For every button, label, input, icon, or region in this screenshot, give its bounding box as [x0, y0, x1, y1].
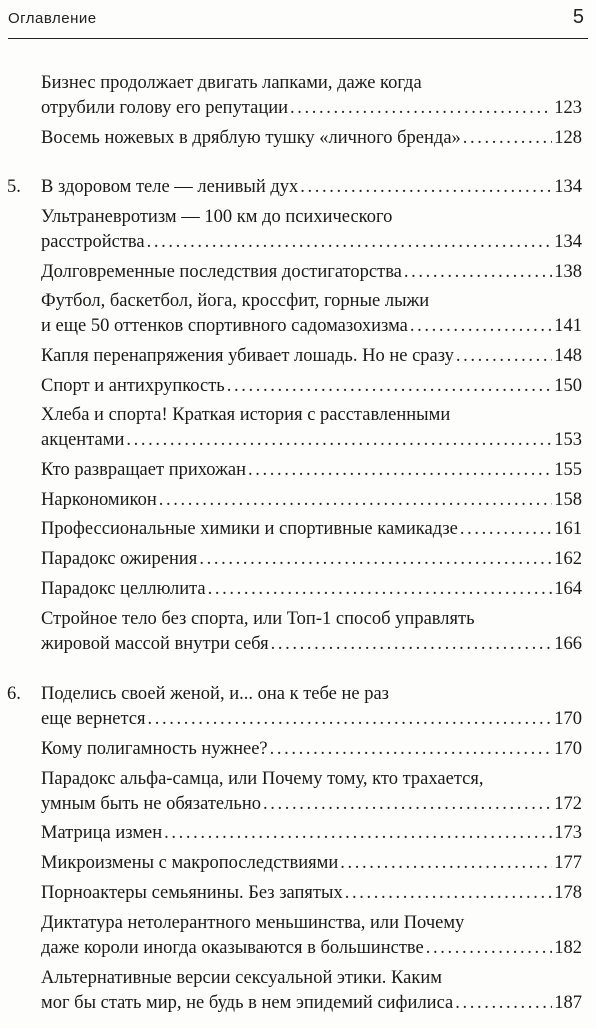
page-number: 5 [572, 6, 584, 28]
toc-entry-page: 178 [554, 883, 582, 903]
dot-leader [345, 882, 553, 904]
toc-entry-line [41, 127, 582, 149]
toc-entry-line [41, 404, 582, 426]
toc-entry-title: еще вернется [41, 709, 146, 729]
toc-entry-title: Капля перенапряжения убивает лошадь. Но не сразу [41, 346, 454, 366]
toc-entry-title: расстройства [41, 232, 145, 252]
toc-entry-page: 138 [554, 262, 582, 282]
toc-entry-title: Парадокс целлюлита [41, 579, 206, 599]
toc-entry-line [41, 261, 582, 283]
toc-entry-line [41, 608, 582, 630]
dot-leader [164, 822, 552, 844]
toc-entry-title: Долговременные последствия достигаторства [41, 262, 402, 282]
toc-entry-page: 161 [554, 519, 582, 539]
toc-entry-line [41, 738, 582, 760]
dot-leader [126, 429, 552, 451]
toc-entry-line [41, 459, 582, 481]
dot-leader [227, 375, 553, 397]
dot-leader [460, 518, 552, 540]
toc-entry-line [41, 937, 582, 959]
toc-entry-title: Спорт и антихрупкость [41, 376, 225, 396]
toc-entry-page: 170 [554, 739, 582, 759]
toc-entry-title: Хлеба и спорта! Краткая история с расставленными [41, 405, 451, 425]
toc-entry-line [41, 633, 582, 655]
dot-leader [208, 578, 553, 600]
dot-leader [463, 127, 552, 149]
dot-leader [270, 738, 553, 760]
toc-entry-line [41, 206, 582, 228]
toc-entry-line [41, 97, 582, 119]
chapter-number: 6. [7, 684, 21, 704]
chapter-number: 5. [7, 177, 21, 197]
toc-entry-line [41, 683, 582, 705]
toc-entry-title: В здоровом теле — ленивый дух [41, 177, 299, 197]
toc-entry-title: жировой массой внутри себя [41, 634, 269, 654]
toc-entry-line [41, 176, 582, 198]
toc-entry-title: Стройное тело без спорта, или Топ-1 способ управлять [41, 609, 475, 629]
toc-entry-title: даже короли иногда оказываются в большинстве [41, 938, 424, 958]
dot-leader [263, 793, 552, 815]
toc-entry-page: 182 [554, 938, 582, 958]
toc-entry-line [41, 822, 582, 844]
running-header [8, 0, 588, 39]
dot-leader [199, 548, 552, 570]
dot-leader [290, 97, 552, 119]
toc-entry-title: и еще 50 оттенков спортивного садомазохизма [41, 316, 408, 336]
toc-entry-page: 148 [554, 346, 582, 366]
toc-entry-page: 173 [554, 823, 582, 843]
dot-leader [410, 315, 552, 337]
toc-entry-line [41, 72, 582, 94]
dot-leader [300, 176, 552, 198]
toc-entry-line [41, 429, 582, 451]
toc-entry-title: Парадокс ожирения [41, 549, 198, 569]
toc-entry-page: 128 [554, 128, 582, 148]
dot-leader [271, 633, 553, 655]
toc-entry-line [41, 290, 582, 312]
toc-entry-title: Кому полигамность нужнее? [41, 739, 268, 759]
toc-entry-page: 177 [554, 853, 582, 873]
dot-leader [404, 261, 552, 283]
toc-entry-page: 170 [554, 709, 582, 729]
toc-entry-title: Кто развращает прихожан [41, 460, 246, 480]
toc-entry-page: 134 [554, 177, 582, 197]
dot-leader [147, 231, 553, 253]
dot-leader [148, 708, 553, 730]
toc-entry-page: 155 [554, 460, 582, 480]
toc-entry-title: Футбол, баскетбол, йога, кроссфит, горные лыжи [41, 291, 430, 311]
toc-entry-page: 153 [554, 430, 582, 450]
toc-entry-title: умным быть не обязательно [41, 794, 261, 814]
toc-entry-title: Микроизмены с макропоследствиями [41, 853, 339, 873]
toc-entry-title: Поделись своей женой, и... она к тебе не раз [41, 684, 389, 704]
toc-entry-line [41, 768, 582, 790]
toc-entry-line [41, 708, 582, 730]
toc-entry-page: 172 [554, 794, 582, 814]
toc-entry-title: мог бы стать мир, не будь в нем эпидемий сифилиса [41, 993, 454, 1013]
toc-entry-line [41, 315, 582, 337]
toc-entry-line [41, 548, 582, 570]
toc-entry-page: 164 [554, 579, 582, 599]
toc-entry-line [41, 793, 582, 815]
toc-entry-line [41, 518, 582, 540]
toc-entry-page: 187 [554, 993, 582, 1013]
dot-leader [455, 992, 552, 1014]
toc-entry-page: 166 [554, 634, 582, 654]
toc-entry-title: Наркономикон [41, 490, 157, 510]
dot-leader [456, 345, 552, 367]
toc-entry-page: 162 [554, 549, 582, 569]
toc-entry-line [41, 231, 582, 253]
toc-entry-page: 158 [554, 490, 582, 510]
toc-entry-title: отрубили голову его репутации [41, 98, 289, 118]
toc-entry-title: Диктатура нетолерантного меньшинства, или Почему [41, 913, 465, 933]
toc-entry-title: Ультраневротизм — 100 км до психического [41, 207, 393, 227]
toc-entry-title: акцентами [41, 430, 125, 450]
toc-entry-title: Матрица измен [41, 823, 163, 843]
dot-leader [340, 852, 552, 874]
running-header-title: Оглавление [8, 10, 97, 27]
toc-entry-line [41, 912, 582, 934]
toc-entry-title: Парадокс альфа-самца, или Почему тому, кто трахается, [41, 769, 484, 789]
dot-leader [159, 489, 553, 511]
toc-entry-line [41, 578, 582, 600]
toc-entry-line [41, 489, 582, 511]
toc-entry-page: 150 [554, 376, 582, 396]
toc-entry-title: Восемь ножевых в дряблую тушку «личного бренда» [41, 128, 461, 148]
toc-entry-line [41, 967, 582, 989]
toc-entry-line [41, 375, 582, 397]
toc-entry-line [41, 992, 582, 1014]
toc-entry-line [41, 852, 582, 874]
toc-entry-page: 123 [554, 98, 582, 118]
toc-entry-page: 141 [554, 316, 582, 336]
toc-entry-title: Профессиональные химики и спортивные камикадзе [41, 519, 458, 539]
dot-leader [248, 459, 552, 481]
toc-entry-title: Порноактеры семьянины. Без запятых [41, 883, 343, 903]
toc-entry-title: Бизнес продолжает двигать лапками, даже когда [41, 73, 422, 93]
toc-entry-title: Альтернативные версии сексуальной этики. Каким [41, 968, 442, 988]
dot-leader [426, 937, 553, 959]
toc-entry-line [41, 882, 582, 904]
toc-entry-line [41, 345, 582, 367]
toc-entry-page: 134 [554, 232, 582, 252]
